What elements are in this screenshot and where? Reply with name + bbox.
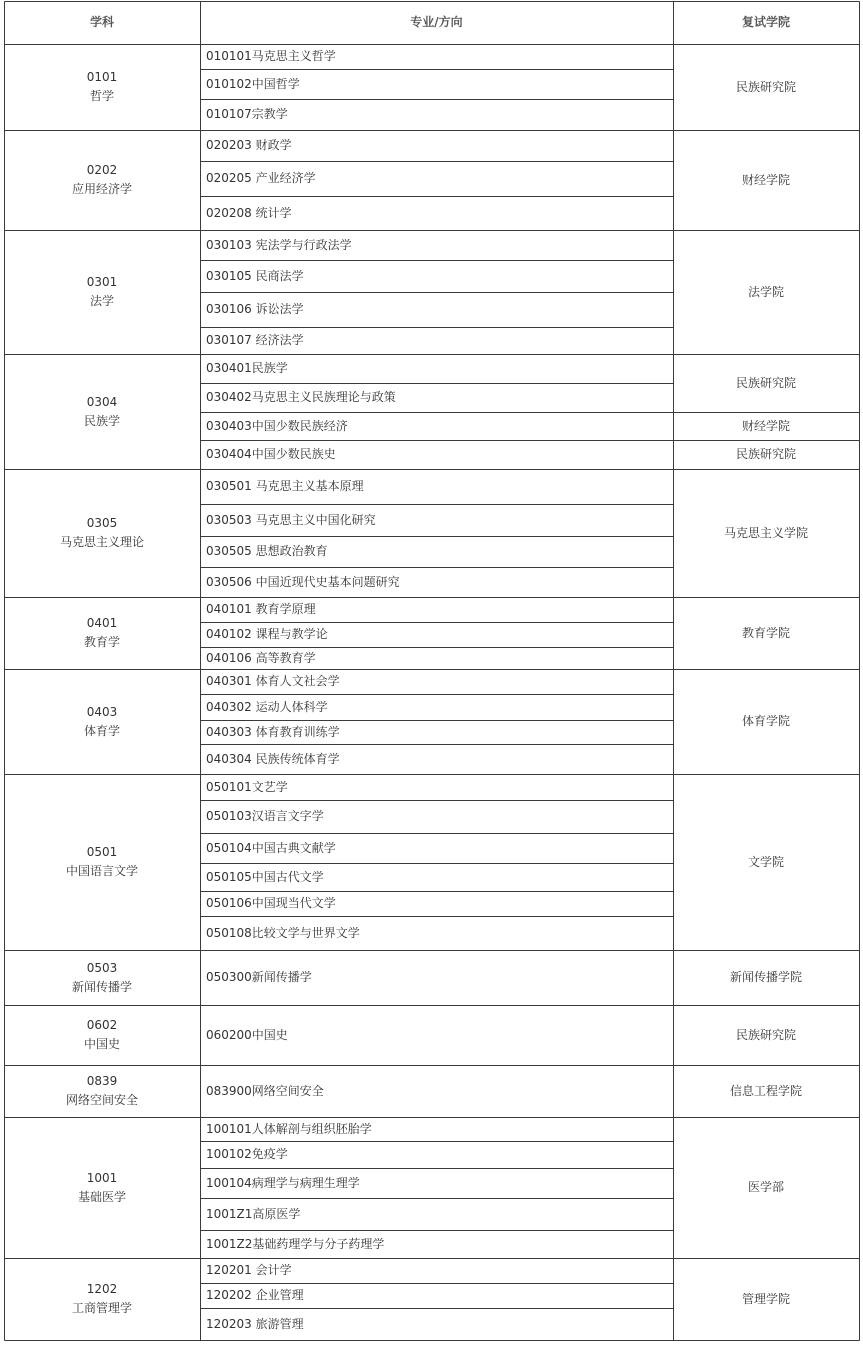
major-cell: 020205 产业经济学 bbox=[206, 171, 316, 185]
major-cell: 010102中国哲学 bbox=[206, 76, 300, 91]
subject-name: 中国史 bbox=[83, 1037, 120, 1051]
major-cell: 040102 课程与教学论 bbox=[206, 627, 328, 641]
subject-code: 0401 bbox=[86, 616, 118, 630]
major-cell: 030403中国少数民族经济 bbox=[206, 418, 348, 433]
major-cell: 030402马克思主义民族理论与政策 bbox=[206, 390, 396, 404]
major-cell: 060200中国史 bbox=[206, 1027, 288, 1042]
subject-cell bbox=[4, 1005, 200, 1065]
subject-cell bbox=[4, 1065, 200, 1117]
major-cell: 020208 统计学 bbox=[206, 205, 292, 220]
subject-name: 网络空间安全 bbox=[65, 1093, 138, 1107]
subject-cell bbox=[4, 950, 200, 1005]
subject-name: 民族学 bbox=[83, 413, 120, 428]
subject-code: 0101 bbox=[86, 70, 118, 84]
subject-cell bbox=[4, 669, 200, 774]
subject-code: 0304 bbox=[86, 394, 118, 409]
subject-name: 哲学 bbox=[89, 89, 114, 103]
major-cell: 030401民族学 bbox=[206, 361, 288, 375]
college-cell: 管理学院 bbox=[741, 1291, 790, 1306]
major-cell: 120203 旅游管理 bbox=[206, 1316, 304, 1331]
college-cell: 教育学院 bbox=[741, 625, 790, 640]
college-cell: 体育学院 bbox=[741, 714, 790, 728]
major-cell: 1001Z2基础药理学与分子药理学 bbox=[206, 1236, 385, 1251]
major-cell: 120202 企业管理 bbox=[206, 1288, 304, 1302]
subject-cell bbox=[4, 774, 200, 950]
subject-name: 法学 bbox=[89, 294, 114, 308]
major-cell: 040106 高等教育学 bbox=[206, 650, 316, 665]
major-cell: 040101 教育学原理 bbox=[206, 602, 316, 616]
major-cell: 030506 中国近现代史基本问题研究 bbox=[206, 574, 400, 589]
major-cell: 050300新闻传播学 bbox=[206, 970, 312, 984]
header-major: 专业/方向 bbox=[410, 15, 463, 29]
subject-code: 1001 bbox=[86, 1170, 118, 1185]
major-cell: 020203 财政学 bbox=[206, 138, 292, 152]
header-subject: 学科 bbox=[89, 15, 114, 29]
subject-name: 教育学 bbox=[83, 635, 120, 649]
college-cell: 信息工程学院 bbox=[729, 1083, 802, 1098]
college-cell: 民族研究院 bbox=[735, 1027, 796, 1042]
major-cell: 030103 宪法学与行政法学 bbox=[206, 237, 352, 252]
subject-name: 体育学 bbox=[83, 723, 120, 738]
major-cell: 120201 会计学 bbox=[206, 1263, 292, 1277]
major-cell: 030501 马克思主义基本原理 bbox=[206, 479, 364, 493]
subject-cell bbox=[4, 1117, 200, 1258]
subject-cell bbox=[4, 469, 200, 597]
major-cell: 050104中国古典文献学 bbox=[206, 840, 336, 855]
major-cell: 040303 体育教育训练学 bbox=[206, 724, 340, 739]
subject-cell bbox=[4, 1258, 200, 1340]
subject-name: 应用经济学 bbox=[71, 182, 132, 196]
major-cell: 050106中国现当代文学 bbox=[206, 896, 336, 910]
subject-code: 0503 bbox=[86, 960, 118, 975]
subject-cell bbox=[4, 597, 200, 669]
major-cell: 030107 经济法学 bbox=[206, 333, 304, 347]
major-cell: 050103汉语言文字学 bbox=[206, 809, 324, 823]
college-cell: 财经学院 bbox=[741, 418, 790, 433]
college-cell: 医学部 bbox=[747, 1180, 784, 1194]
major-cell: 100102免疫学 bbox=[206, 1147, 288, 1161]
college-cell: 新闻传播学院 bbox=[729, 970, 802, 984]
major-cell: 050108比较文学与世界文学 bbox=[206, 925, 360, 940]
major-cell: 030505 思想政治教育 bbox=[206, 544, 328, 558]
major-cell: 040304 民族传统体育学 bbox=[206, 751, 340, 766]
major-cell: 030106 诉讼法学 bbox=[206, 302, 304, 316]
subject-code: 0305 bbox=[86, 516, 118, 530]
subject-name: 马克思主义理论 bbox=[59, 535, 144, 549]
college-cell: 民族研究院 bbox=[735, 375, 796, 390]
college-cell: 财经学院 bbox=[741, 172, 790, 187]
subject-code: 0602 bbox=[86, 1018, 118, 1032]
major-cell: 010101马克思主义哲学 bbox=[206, 49, 336, 63]
subject-name: 中国语言文学 bbox=[65, 864, 138, 878]
subject-code: 0501 bbox=[86, 845, 118, 859]
subject-code: 0839 bbox=[86, 1074, 118, 1088]
subject-cell bbox=[4, 230, 200, 354]
subject-cell bbox=[4, 130, 200, 230]
college-cell: 马克思主义学院 bbox=[723, 525, 808, 540]
major-cell: 100104病理学与病理生理学 bbox=[206, 1175, 360, 1190]
college-cell: 法学院 bbox=[747, 284, 784, 299]
subject-cell bbox=[4, 354, 200, 469]
major-cell: 050101文艺学 bbox=[206, 779, 288, 794]
major-cell: 083900网络空间安全 bbox=[206, 1083, 324, 1098]
major-cell: 030404中国少数民族史 bbox=[206, 447, 336, 461]
major-cell: 030105 民商法学 bbox=[206, 268, 304, 283]
subject-code: 0301 bbox=[86, 275, 118, 289]
subject-name: 新闻传播学 bbox=[71, 979, 132, 994]
header-college: 复试学院 bbox=[741, 15, 790, 29]
major-cell: 040301 体育人文社会学 bbox=[206, 674, 340, 688]
major-cell: 040302 运动人体科学 bbox=[206, 699, 328, 714]
subject-code: 0403 bbox=[86, 704, 118, 719]
major-cell: 1001Z1高原医学 bbox=[206, 1206, 301, 1221]
subject-name: 工商管理学 bbox=[71, 1301, 132, 1315]
subject-code: 0202 bbox=[86, 163, 118, 177]
college-cell: 民族研究院 bbox=[735, 447, 796, 461]
major-cell: 100101人体解剖与组织胚胎学 bbox=[206, 1121, 372, 1136]
major-cell: 030503 马克思主义中国化研究 bbox=[206, 512, 376, 527]
college-cell: 文学院 bbox=[747, 854, 784, 869]
college-cell: 民族研究院 bbox=[735, 79, 796, 94]
subject-cell bbox=[4, 44, 200, 130]
subject-code: 1202 bbox=[86, 1282, 118, 1296]
major-cell: 010107宗教学 bbox=[206, 107, 288, 121]
major-cell: 050105中国古代文学 bbox=[206, 869, 324, 884]
subject-name: 基础医学 bbox=[77, 1189, 126, 1204]
